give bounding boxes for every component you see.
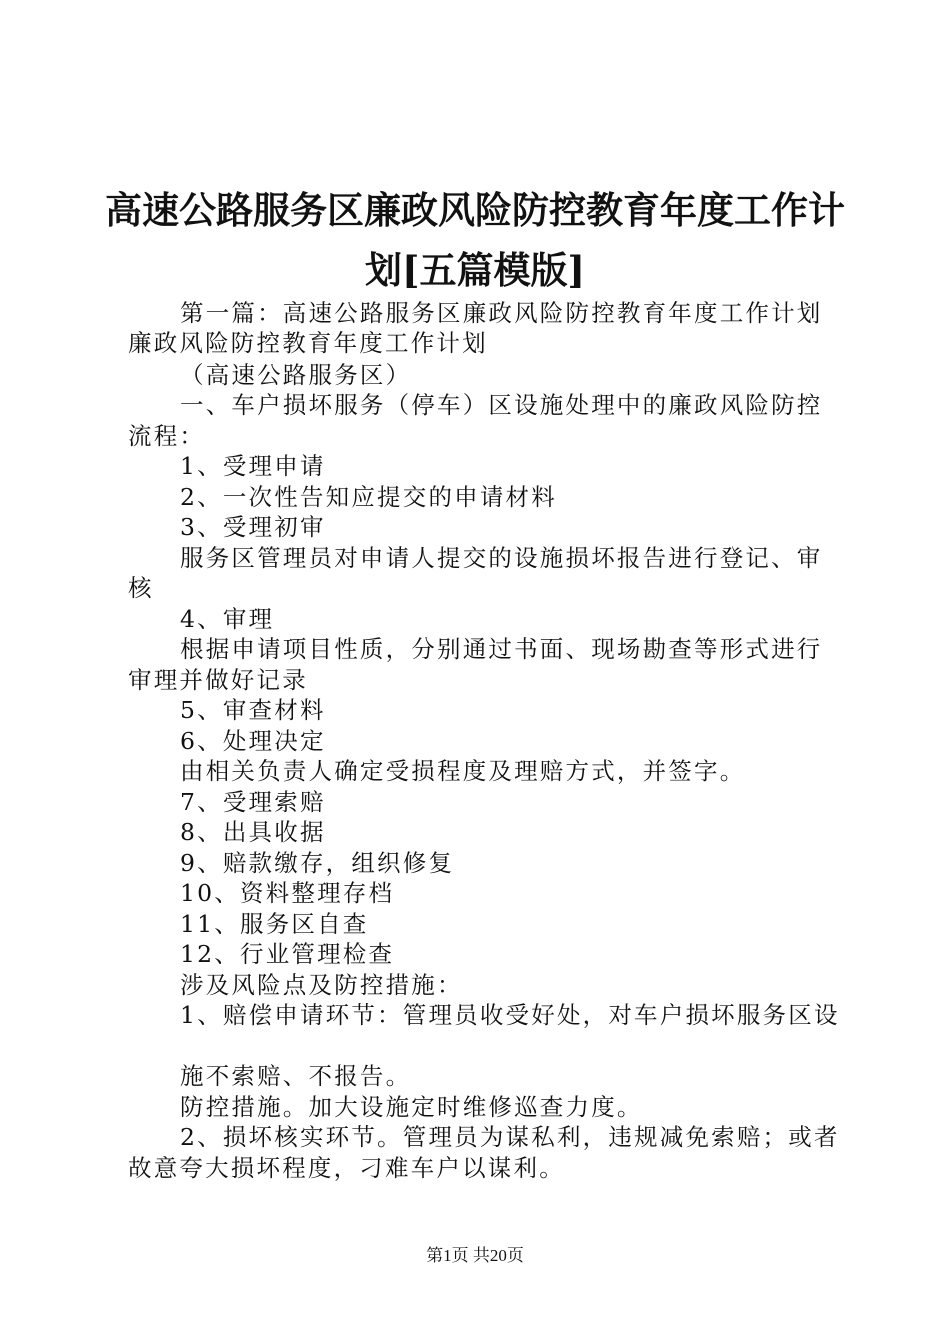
document-title-line-1: 高速公路服务区廉政风险防控教育年度工作计 — [105, 188, 845, 232]
page-footer: 第1页 共20页 — [426, 1246, 524, 1265]
list-item: 7、受理索赔 — [180, 788, 326, 816]
list-item: 3、受理初审 — [180, 513, 326, 541]
paragraph-line: 根据申请项目性质，分别通过书面、现场勘查等形式进行 — [180, 635, 823, 663]
list-item: 6、处理决定 — [180, 727, 326, 755]
list-item: 1、受理申请 — [180, 452, 326, 480]
paragraph-line: 防控措施。加大设施定时维修巡查力度。 — [180, 1093, 643, 1121]
paragraph-line: 故意夸大损坏程度，刁难车户以谋利。 — [128, 1154, 565, 1182]
paragraph-line: 服务区管理员对申请人提交的设施损坏报告进行登记、审 — [180, 544, 823, 572]
paragraph-line: （高速公路服务区） — [180, 361, 412, 389]
paragraph-line: 核 — [128, 574, 154, 602]
list-item: 5、审查材料 — [180, 696, 326, 724]
list-item: 9、赔款缴存，组织修复 — [180, 849, 455, 877]
paragraph-line: 2、损坏核实环节。管理员为谋私利，违规减免索赔；或者 — [180, 1123, 840, 1151]
paragraph-line: 由相关负责人确定受损程度及理赔方式，并签字。 — [180, 757, 746, 785]
list-item: 12、行业管理检查 — [180, 940, 395, 968]
list-item: 11、服务区自查 — [180, 910, 369, 938]
paragraph-line: 一、车户损坏服务（停车）区设施处理中的廉政风险防控 — [180, 391, 823, 419]
paragraph-line: 1、赔偿申请环节：管理员收受好处，对车户损坏服务区设 — [180, 1001, 840, 1029]
list-item: 10、资料整理存档 — [180, 879, 395, 907]
paragraph-line: 流程： — [128, 422, 206, 450]
list-item: 2、一次性告知应提交的申请材料 — [180, 483, 557, 511]
paragraph-line: 施不索赔、不报告。 — [180, 1062, 412, 1090]
paragraph-line: 廉政风险防控教育年度工作计划 — [128, 329, 488, 357]
section-heading: 涉及风险点及防控措施： — [180, 971, 463, 999]
paragraph-line: 第一篇：高速公路服务区廉政风险防控教育年度工作计划 — [180, 299, 823, 327]
list-item: 4、审理 — [180, 605, 275, 633]
paragraph-line: 审理并做好记录 — [128, 666, 308, 694]
list-item: 8、出具收据 — [180, 818, 326, 846]
document-title-line-2: 划[五篇模版] — [364, 248, 585, 292]
